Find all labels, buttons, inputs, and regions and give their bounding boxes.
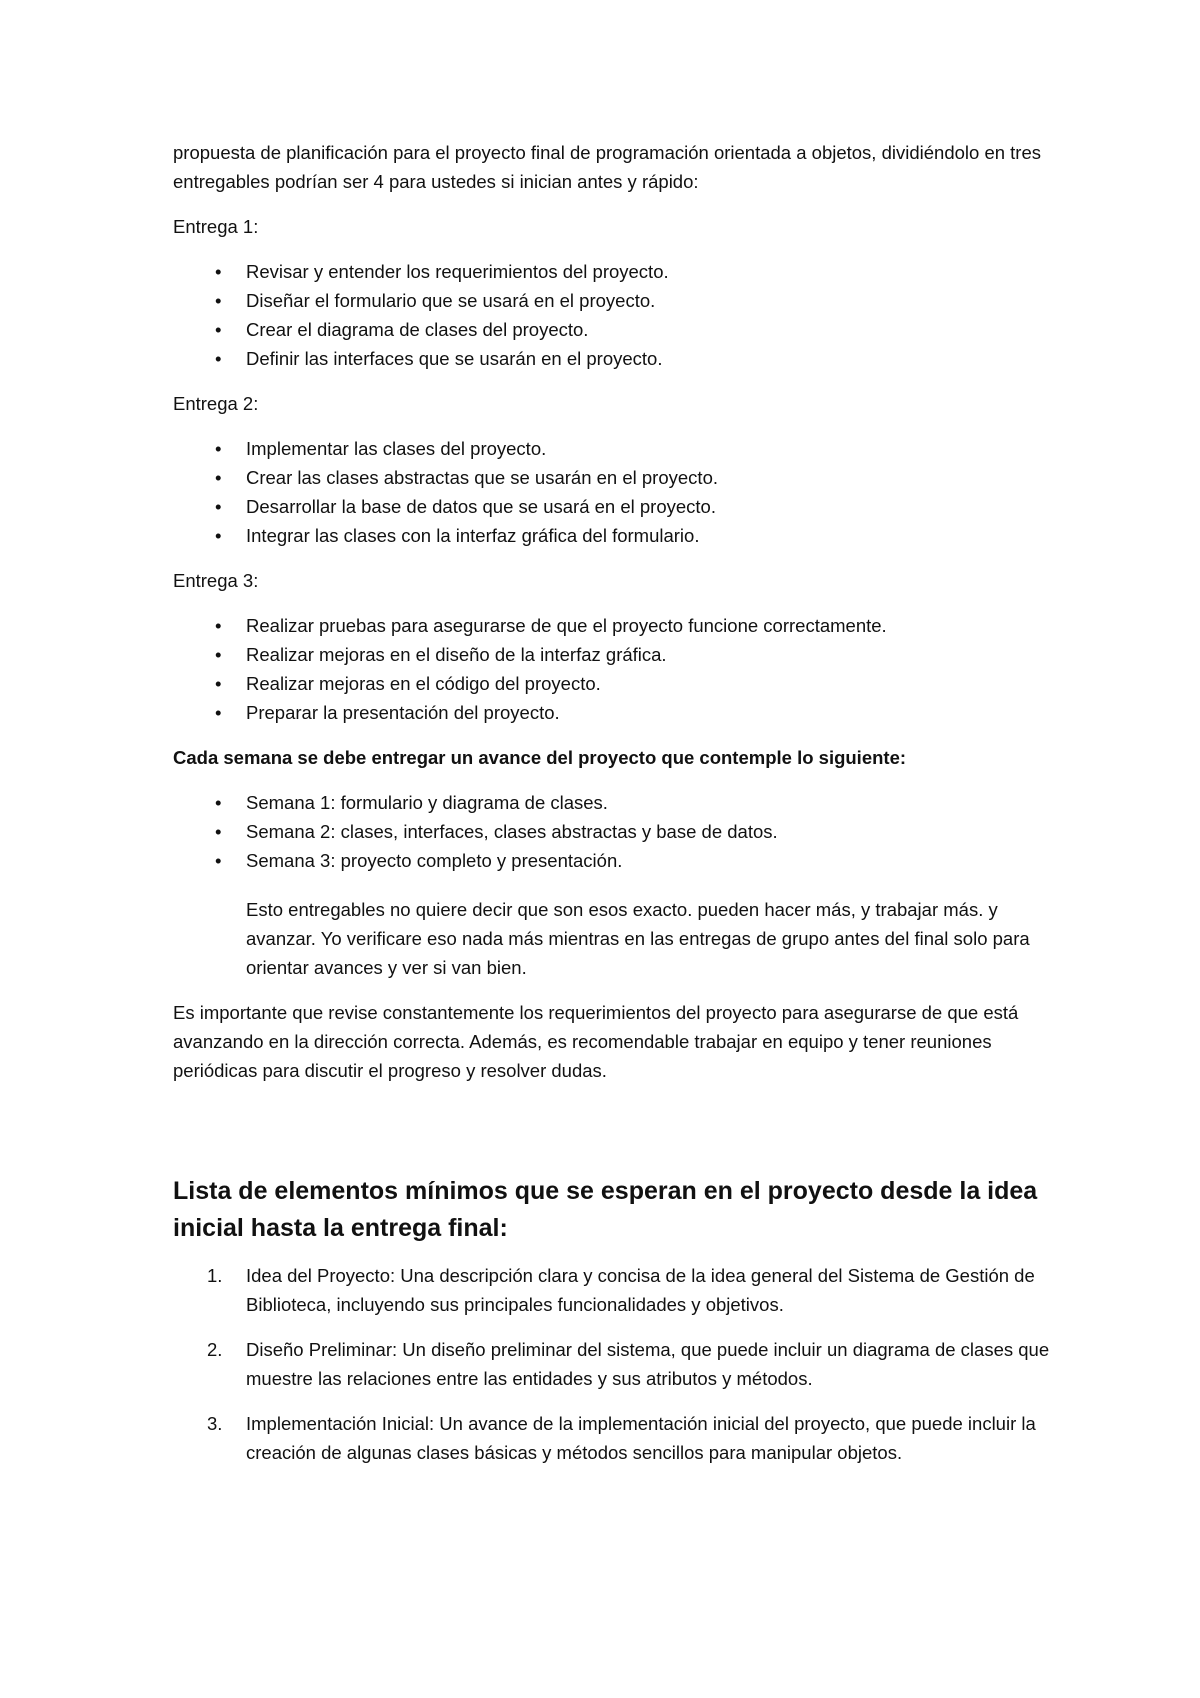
bullet-icon: • — [215, 467, 222, 488]
bullet-icon: • — [215, 821, 222, 842]
bullet-icon: • — [215, 850, 222, 871]
list-item — [173, 611, 1053, 640]
document-page — [173, 138, 1053, 1483]
list-item — [173, 698, 1053, 727]
list-number: 1. — [207, 1265, 223, 1286]
bullet-icon: • — [215, 615, 222, 636]
list-item — [173, 817, 1053, 846]
entrega-3-label: Entrega 3: — [173, 570, 259, 591]
entrega-3-list — [173, 611, 1053, 727]
bullet-icon: • — [215, 319, 222, 340]
list-item-text: Integrar las clases con la interfaz gráfica del formulario. — [246, 525, 700, 546]
list-item-text: Realizar mejoras en el diseño de la interfaz gráfica. — [246, 644, 667, 665]
list-number: 3. — [207, 1413, 223, 1434]
list-item-text: Definir las interfaces que se usarán en el proyecto. — [246, 348, 663, 369]
list-item-text: Semana 2: clases, interfaces, clases abstractas y base de datos. — [246, 821, 778, 842]
entrega-1-list — [173, 257, 1053, 373]
bullet-icon: • — [215, 290, 222, 311]
list-item — [173, 434, 1053, 463]
bullet-icon: • — [215, 261, 222, 282]
bullet-icon: • — [215, 644, 222, 665]
semanas-list — [173, 788, 1053, 875]
list-item — [173, 669, 1053, 698]
entrega-1-label: Entrega 1: — [173, 216, 259, 237]
list-item-text: Crear el diagrama de clases del proyecto. — [246, 319, 589, 340]
list-item-text: Idea del Proyecto: Una descripción clara y concisa de la idea general del Sistema de Gestión de Biblioteca, incluyendo sus principales funcionalidades y objetivos. — [246, 1265, 1035, 1315]
list-item-text: Desarrollar la base de datos que se usará en el proyecto. — [246, 496, 716, 517]
bullet-icon: • — [215, 673, 222, 694]
section-heading: Lista de elementos mínimos que se esperan en el proyecto desde la idea inicial hasta la entrega final: — [173, 1177, 1038, 1242]
list-item-text: Crear las clases abstractas que se usarán en el proyecto. — [246, 467, 718, 488]
bullet-icon: • — [215, 525, 222, 546]
list-item — [173, 1335, 1053, 1393]
list-item — [173, 846, 1053, 875]
list-item — [173, 257, 1053, 286]
list-item — [173, 463, 1053, 492]
list-item-text: Semana 3: proyecto completo y presentación. — [246, 850, 623, 871]
bullet-icon: • — [215, 702, 222, 723]
bullet-icon: • — [215, 496, 222, 517]
list-item — [173, 315, 1053, 344]
list-item-text: Diseño Preliminar: Un diseño preliminar del sistema, que puede incluir un diagrama de clases que muestre las relaciones entre las entidades y sus atributos y métodos. — [246, 1339, 1050, 1389]
note-paragraph: Esto entregables no quiere decir que son esos exacto. pueden hacer más, y trabajar más. y avanzar. Yo verificare eso nada más mientras en las entregas de grupo antes del final solo para orientar avances y ver si van bien. — [246, 899, 1030, 978]
list-item-text: Semana 1: formulario y diagrama de clases. — [246, 792, 608, 813]
list-item-text: Implementación Inicial: Un avance de la implementación inicial del proyecto, que puede incluir la creación de algunas clases básicas y métodos sencillos para manipular objetos. — [246, 1413, 1036, 1463]
entrega-2-list — [173, 434, 1053, 550]
list-item-text: Preparar la presentación del proyecto. — [246, 702, 560, 723]
list-item — [173, 521, 1053, 550]
semana-heading: Cada semana se debe entregar un avance del proyecto que contemple lo siguiente: — [173, 747, 907, 768]
elements-list — [173, 1261, 1053, 1467]
list-item — [173, 1261, 1053, 1319]
bullet-icon: • — [215, 348, 222, 369]
closing-paragraph: Es importante que revise constantemente los requerimientos del proyecto para asegurarse de que está avanzando en la dirección correcta. Además, es recomendable trabajar en equipo y tener reuniones periódicas para discutir el progreso y resolver dudas. — [173, 1002, 1019, 1081]
list-item — [173, 344, 1053, 373]
list-number: 2. — [207, 1339, 223, 1360]
list-item-text: Revisar y entender los requerimientos del proyecto. — [246, 261, 669, 282]
list-item-text: Realizar mejoras en el código del proyecto. — [246, 673, 601, 694]
list-item-text: Realizar pruebas para asegurarse de que el proyecto funcione correctamente. — [246, 615, 887, 636]
bullet-icon: • — [215, 792, 222, 813]
list-item-text: Diseñar el formulario que se usará en el proyecto. — [246, 290, 656, 311]
bullet-icon: • — [215, 438, 222, 459]
list-item — [173, 640, 1053, 669]
list-item — [173, 788, 1053, 817]
entrega-2-label: Entrega 2: — [173, 393, 259, 414]
list-item — [173, 1409, 1053, 1467]
list-item — [173, 492, 1053, 521]
list-item-text: Implementar las clases del proyecto. — [246, 438, 547, 459]
intro-paragraph: propuesta de planificación para el proyecto final de programación orientada a objetos, dividiéndolo en tres entregables podrían ser 4 para ustedes si inician antes y rápido: — [173, 142, 1042, 192]
list-item — [173, 286, 1053, 315]
